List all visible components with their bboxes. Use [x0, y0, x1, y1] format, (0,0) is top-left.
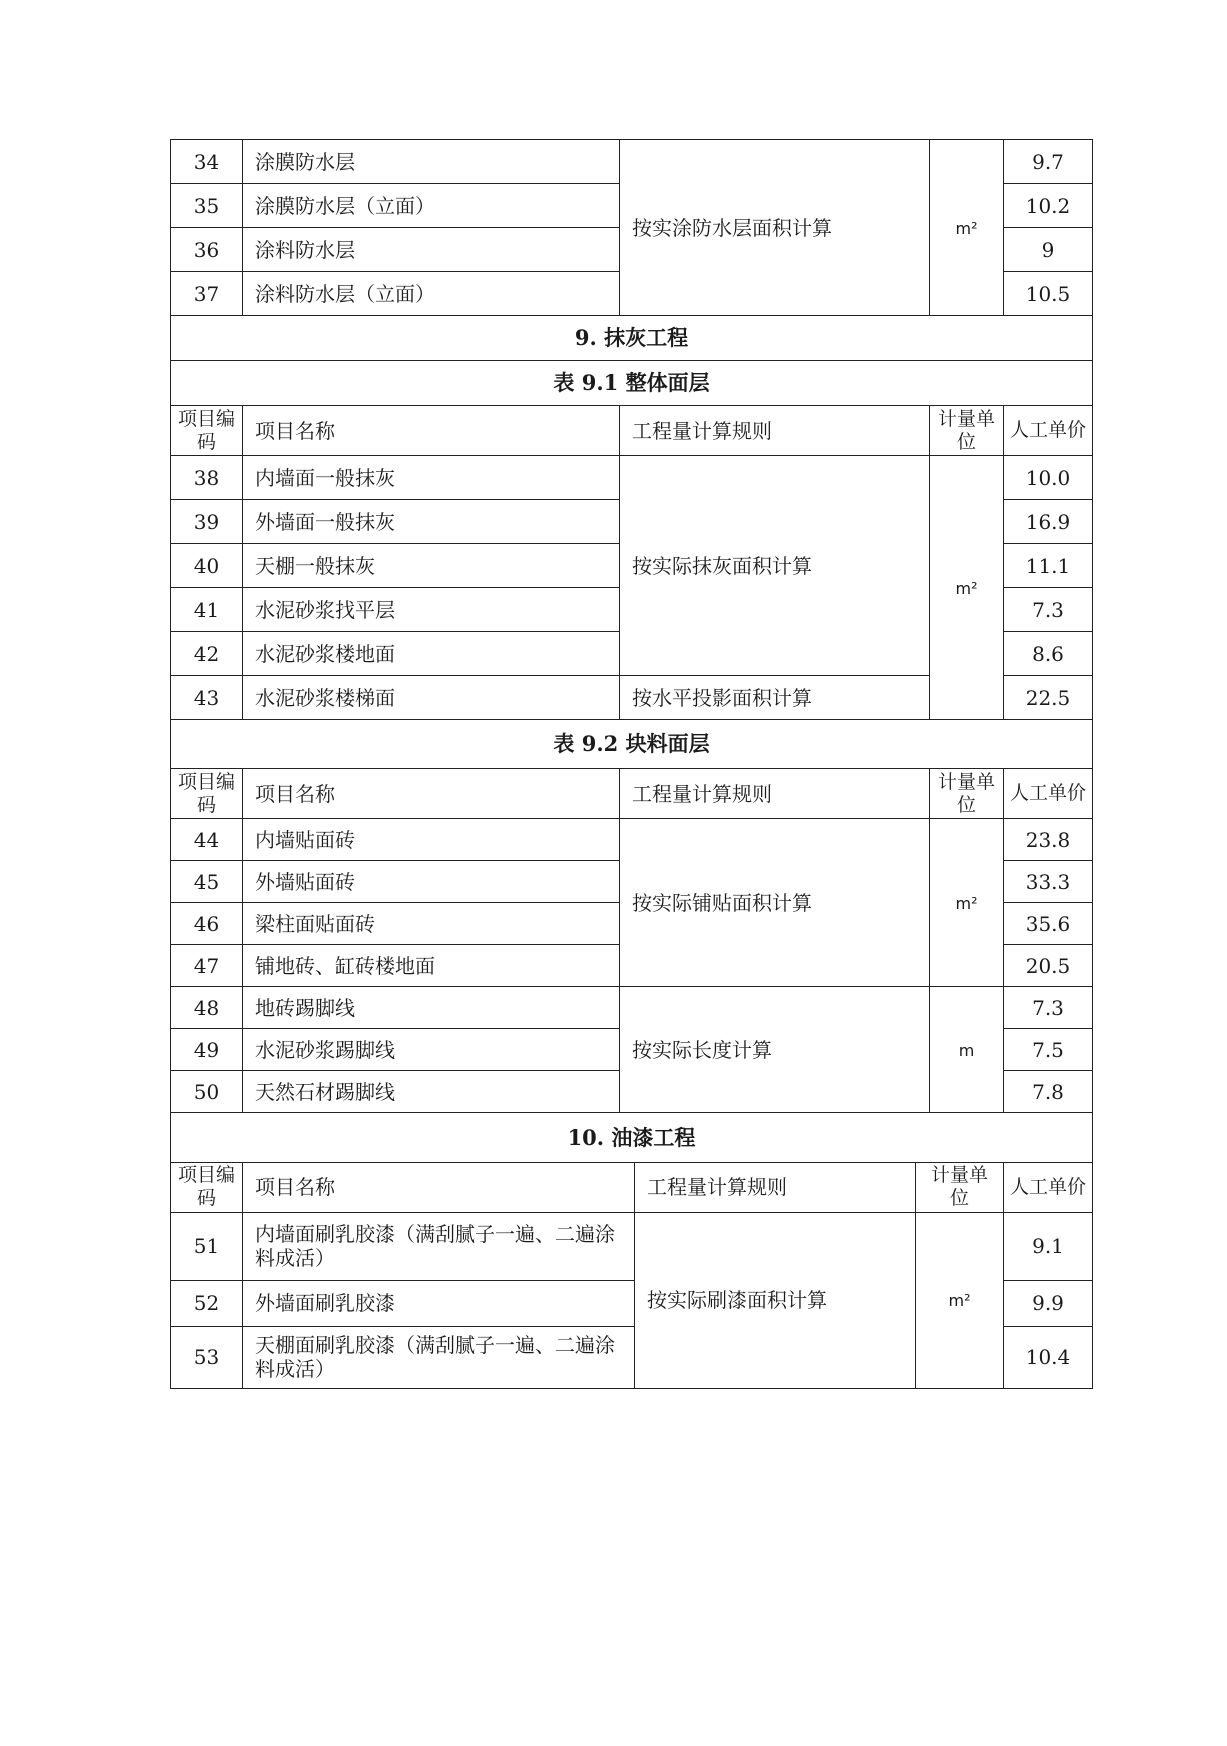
unit-cell	[930, 456, 1004, 720]
unit-m2: m²	[955, 893, 978, 913]
header-row	[171, 1162, 1093, 1212]
section-title: 10. 油漆工程	[171, 1113, 1093, 1163]
item-name: 铺地砖、缸砖楼地面	[243, 945, 620, 987]
unit-m2: m²	[948, 1291, 971, 1310]
labor-price: 10.5	[1004, 272, 1093, 316]
item-name: 天然石材踢脚线	[243, 1071, 620, 1113]
item-name: 内墙贴面砖	[243, 819, 620, 861]
table-heading-row	[171, 361, 1093, 406]
item-name: 涂膜防水层（立面）	[243, 184, 620, 228]
labor-price: 7.5	[1004, 1029, 1093, 1071]
header-unit: 计量单位	[930, 406, 1004, 456]
labor-price: 10.0	[1004, 456, 1093, 500]
item-code: 34	[171, 140, 243, 184]
item-code: 43	[171, 676, 243, 720]
labor-price: 22.5	[1004, 676, 1093, 720]
table-row	[171, 987, 1093, 1029]
item-code: 46	[171, 903, 243, 945]
item-code: 40	[171, 544, 243, 588]
labor-price: 23.8	[1004, 819, 1093, 861]
quota-table-painting	[170, 1162, 1093, 1389]
table-title: 表 9.1 整体面层	[171, 361, 1093, 406]
item-code: 51	[171, 1212, 243, 1280]
quota-table-main	[170, 139, 1093, 1163]
labor-price: 9.9	[1004, 1280, 1093, 1326]
item-code: 50	[171, 1071, 243, 1113]
unit-m2: m²	[955, 218, 978, 238]
section-title: 9. 抹灰工程	[171, 316, 1093, 361]
item-name: 天棚一般抹灰	[243, 544, 620, 588]
table-heading-row	[171, 720, 1093, 769]
item-name: 水泥砂浆楼梯面	[243, 676, 620, 720]
item-code: 53	[171, 1326, 243, 1388]
calc-rule: 按实际长度计算	[620, 987, 930, 1113]
labor-price: 9.1	[1004, 1212, 1093, 1280]
labor-price: 8.6	[1004, 632, 1093, 676]
unit-cell	[930, 819, 1004, 987]
header-name: 项目名称	[243, 1162, 635, 1212]
header-rule: 工程量计算规则	[635, 1162, 916, 1212]
header-price: 人工单价	[1004, 1162, 1093, 1212]
item-code: 44	[171, 819, 243, 861]
labor-price: 7.8	[1004, 1071, 1093, 1113]
item-code: 37	[171, 272, 243, 316]
calc-rule: 按实涂防水层面积计算	[620, 140, 930, 316]
item-code: 49	[171, 1029, 243, 1071]
item-name: 水泥砂浆找平层	[243, 588, 620, 632]
item-code: 52	[171, 1280, 243, 1326]
labor-price: 16.9	[1004, 500, 1093, 544]
item-code: 39	[171, 500, 243, 544]
table-row	[171, 456, 1093, 500]
labor-price: 35.6	[1004, 903, 1093, 945]
item-name: 水泥砂浆踢脚线	[243, 1029, 620, 1071]
unit-m2: m²	[955, 578, 978, 598]
labor-price: 7.3	[1004, 987, 1093, 1029]
item-name: 外墙面刷乳胶漆	[243, 1280, 635, 1326]
header-price: 人工单价	[1004, 406, 1093, 456]
item-name: 外墙面一般抹灰	[243, 500, 620, 544]
calc-rule: 按实际刷漆面积计算	[635, 1212, 916, 1388]
item-name: 涂膜防水层	[243, 140, 620, 184]
item-code: 45	[171, 861, 243, 903]
labor-price: 9.7	[1004, 140, 1093, 184]
item-name: 水泥砂浆楼地面	[243, 632, 620, 676]
item-name: 地砖踢脚线	[243, 987, 620, 1029]
item-code: 35	[171, 184, 243, 228]
header-unit: 计量单位	[930, 769, 1004, 819]
item-name: 梁柱面贴面砖	[243, 903, 620, 945]
item-name: 涂料防水层	[243, 228, 620, 272]
header-rule: 工程量计算规则	[620, 769, 930, 819]
labor-price: 33.3	[1004, 861, 1093, 903]
item-code: 38	[171, 456, 243, 500]
unit-m: m	[958, 1040, 975, 1060]
item-name: 外墙贴面砖	[243, 861, 620, 903]
labor-price: 9	[1004, 228, 1093, 272]
item-name: 涂料防水层（立面）	[243, 272, 620, 316]
labor-price: 10.4	[1004, 1326, 1093, 1388]
section-heading-row	[171, 1113, 1093, 1163]
header-price: 人工单价	[1004, 769, 1093, 819]
header-rule: 工程量计算规则	[620, 406, 930, 456]
document-page	[170, 139, 1092, 1389]
item-code: 47	[171, 945, 243, 987]
labor-price: 11.1	[1004, 544, 1093, 588]
labor-price: 20.5	[1004, 945, 1093, 987]
unit-cell	[930, 140, 1004, 316]
header-code: 项目编码	[171, 1162, 243, 1212]
item-name: 天棚面刷乳胶漆（满刮腻子一遍、二遍涂料成活）	[243, 1326, 635, 1388]
header-code: 项目编码	[171, 769, 243, 819]
item-code: 36	[171, 228, 243, 272]
table-title: 表 9.2 块料面层	[171, 720, 1093, 769]
unit-cell	[916, 1212, 1004, 1388]
item-code: 48	[171, 987, 243, 1029]
header-row	[171, 769, 1093, 819]
section-heading-row	[171, 316, 1093, 361]
labor-price: 7.3	[1004, 588, 1093, 632]
header-name: 项目名称	[243, 769, 620, 819]
header-row	[171, 406, 1093, 456]
item-name: 内墙面一般抹灰	[243, 456, 620, 500]
unit-cell	[930, 987, 1004, 1113]
table-row	[171, 1212, 1093, 1280]
header-name: 项目名称	[243, 406, 620, 456]
item-name: 内墙面刷乳胶漆（满刮腻子一遍、二遍涂料成活）	[243, 1212, 635, 1280]
labor-price: 10.2	[1004, 184, 1093, 228]
table-row	[171, 140, 1093, 184]
calc-rule: 按实际铺贴面积计算	[620, 819, 930, 987]
item-code: 41	[171, 588, 243, 632]
table-row	[171, 819, 1093, 861]
header-unit: 计量单位	[916, 1162, 1004, 1212]
calc-rule: 按水平投影面积计算	[620, 676, 930, 720]
calc-rule: 按实际抹灰面积计算	[620, 456, 930, 676]
header-code: 项目编码	[171, 406, 243, 456]
item-code: 42	[171, 632, 243, 676]
